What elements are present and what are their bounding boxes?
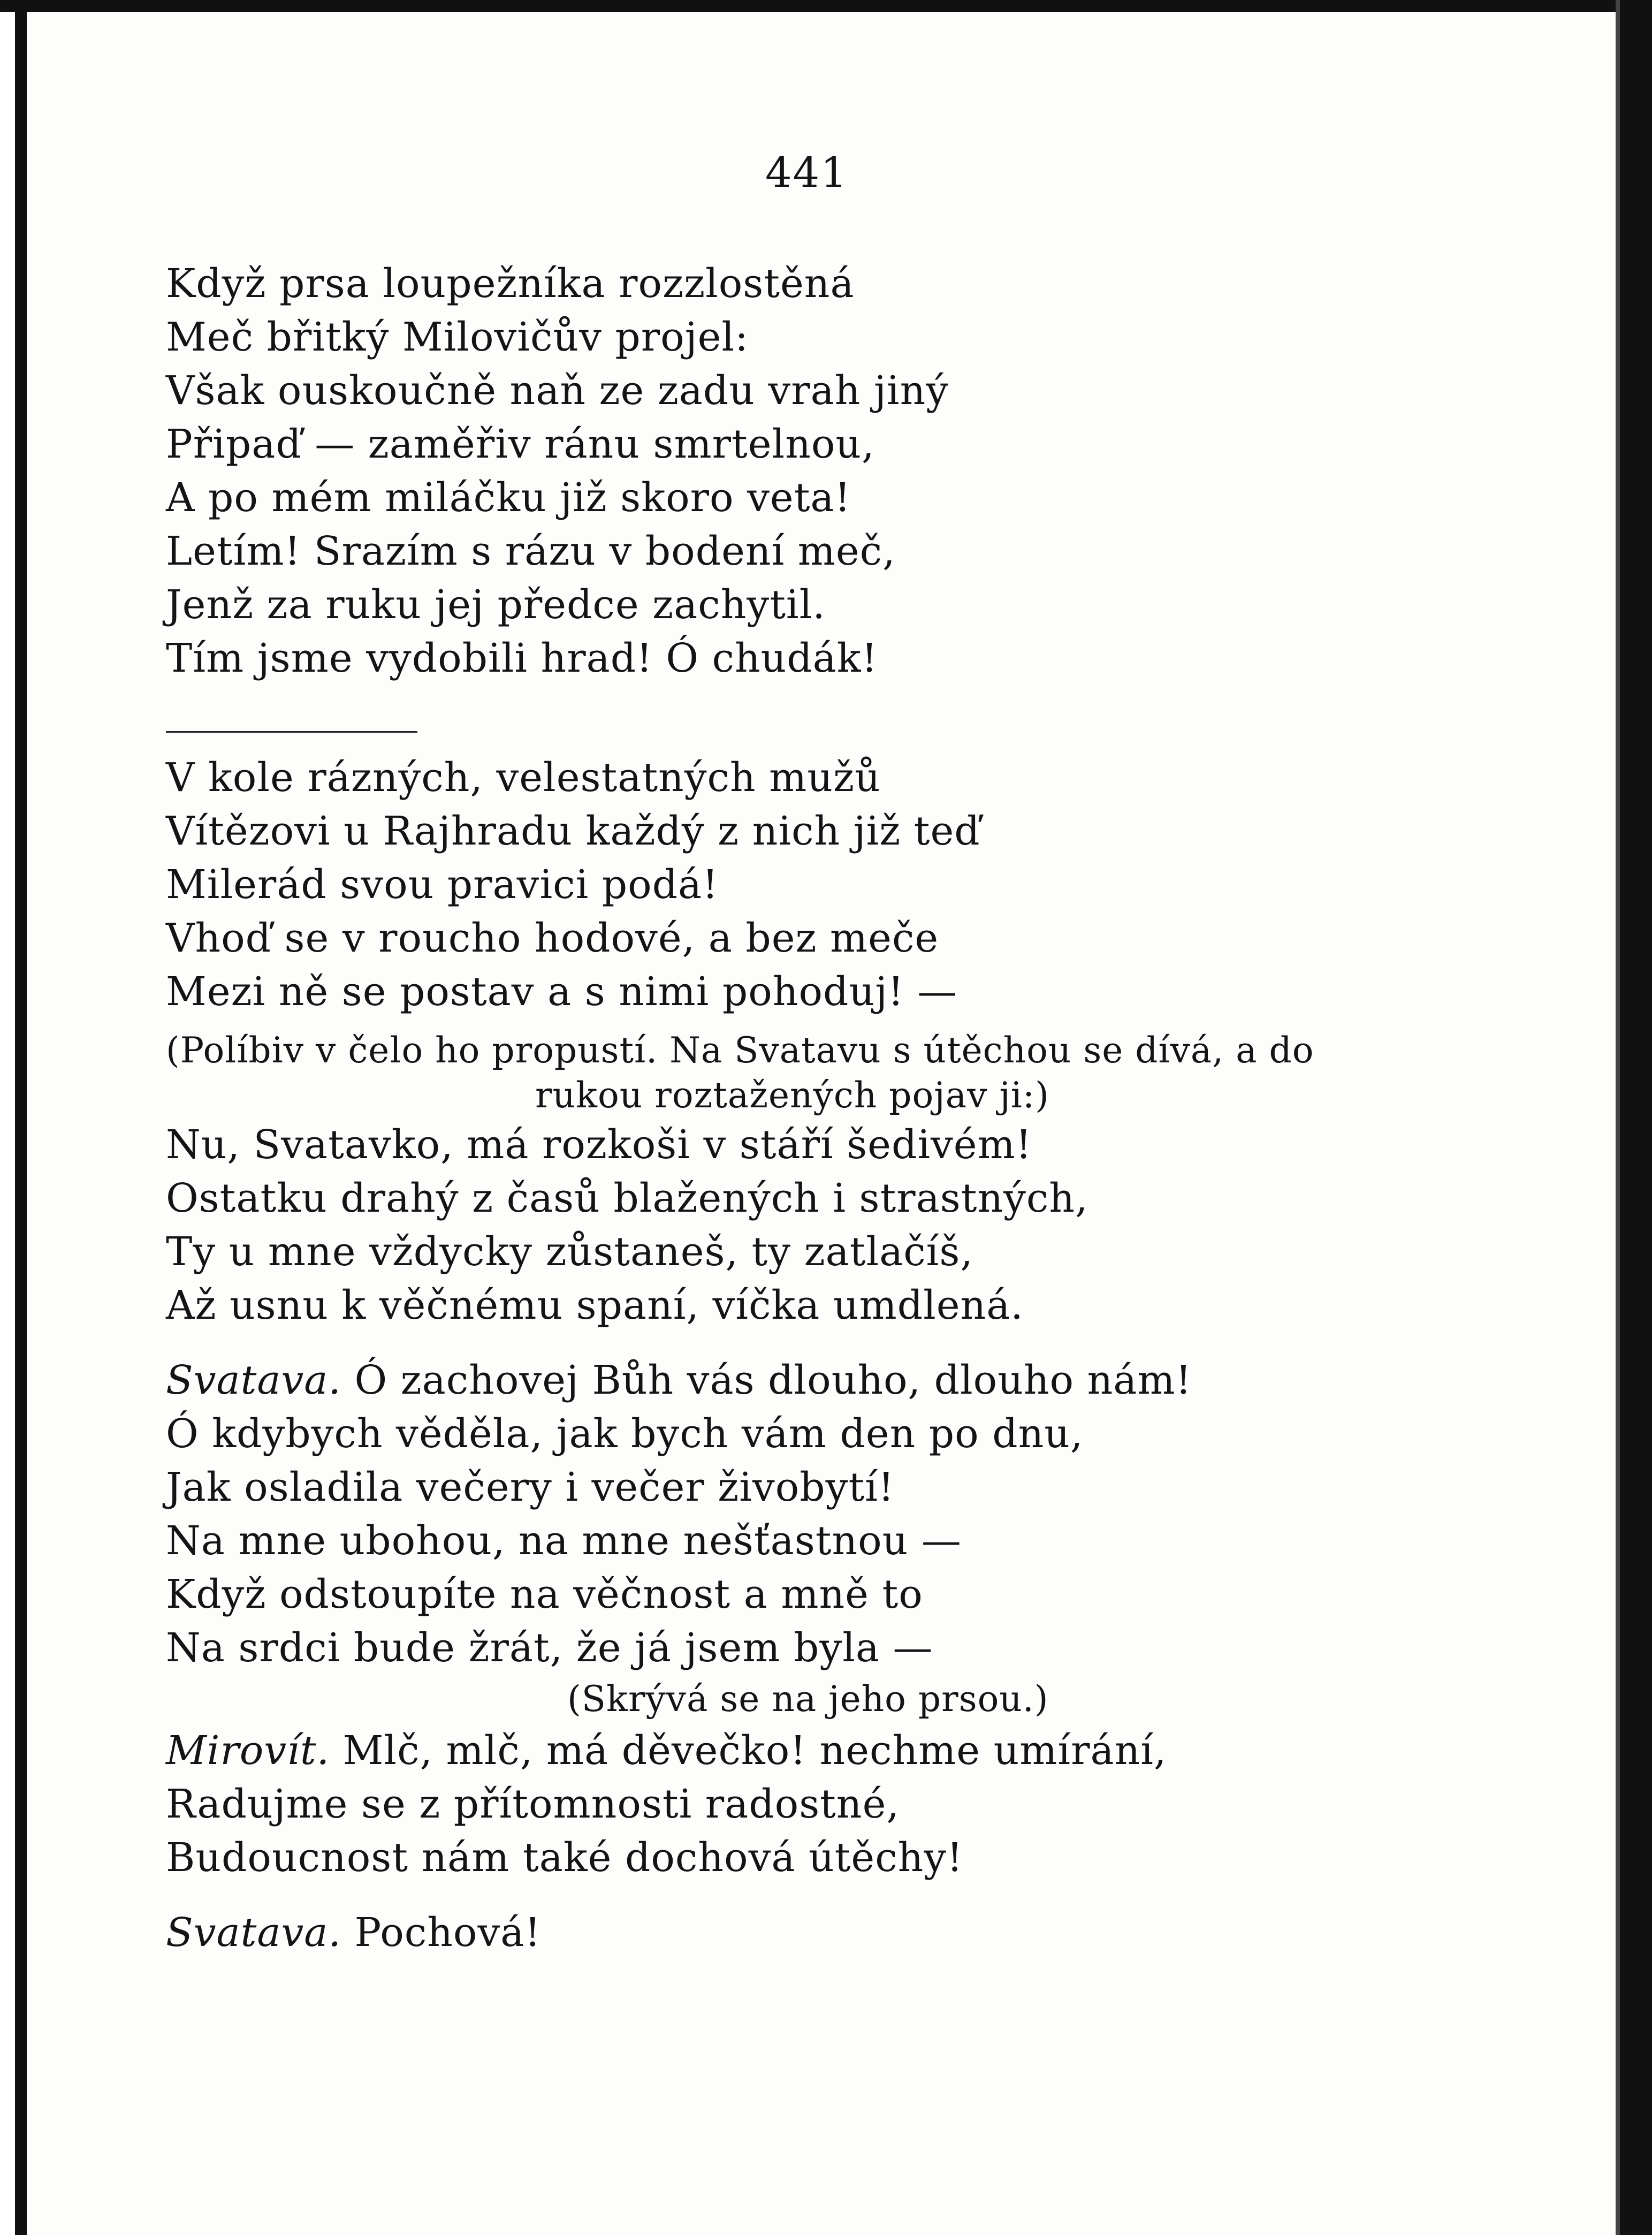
page-number: 441 [765,149,848,197]
verse-line: Mezi ně se postav a s nimi pohoduj! — [166,969,958,1015]
verse-line: Vhoď se v roucho hodové, a bez meče [166,915,939,961]
verse-line: A po mém miláčku již skoro veta! [166,475,851,521]
verse-line: Nu, Svatavko, má rozkoši v stáří šedivém! [166,1122,1032,1168]
stanza-3 [166,1118,1461,1332]
verse-line: Připaď — zaměřiv ránu smrtelnou, [166,421,875,467]
stage-direction: rukou roztažených pojav ji:) [535,1075,1049,1116]
spacer [166,1332,1461,1354]
stanza-1 [166,257,1461,685]
verse-line: Ostatku drahý z časů blažených i strastných, [166,1175,1088,1221]
verse-line: Když odstoupíte na věčnost a mně to [166,1571,923,1617]
verse-line: Však ouskoučně naň ze zadu vrah jiný [166,368,949,414]
verse-line: Jenž za ruku jej předce zachytil. [166,582,826,628]
svatava-final [166,1906,1461,1959]
stanza-2 [166,751,1461,1018]
verse-line: Ty u mne vždycky zůstaneš, ty zatlačíš, [166,1229,973,1275]
scan-frame-right-edge [1616,0,1620,2235]
mirovit-speech [166,1724,1461,1884]
verse-line: Budoucnost nám také dochová útěchy! [166,1835,963,1881]
verse-line: V kole rázných, velestatných mužů [166,755,881,801]
page-text [166,257,1461,1959]
spacer [166,1884,1461,1906]
verse-line: Na mne ubohou, na mne nešťastnou — [166,1518,962,1564]
verse-line: Na srdci bude žrát, že já jsem byla — [166,1625,933,1671]
scan-frame-left [15,12,27,2235]
verse-line: Milerád svou pravici podá! [166,862,719,908]
speech-first-line [166,1354,1461,1407]
verse-line: Tím jsme vydobili hrad! Ó chudák! [166,635,878,681]
stage-direction: (Skrývá se na jeho prsou.) [567,1678,1049,1720]
scan-frame-top [0,0,1652,12]
speech-text: Pochová! [341,1910,542,1956]
scan-frame-right [1620,0,1652,2235]
verse-line: Ó kdybych věděla, jak bych vám den po dnu, [166,1411,1084,1457]
verse-line: Jak osladila večery i večer živobytí! [166,1464,895,1510]
speaker-name: Svatava. [166,1357,341,1403]
verse-line: Radujme se z přítomnosti radostné, [166,1781,900,1827]
speech-text: Mlč, mlč, má děvečko! nechme umírání, [330,1728,1167,1774]
stage-direction: (Políbiv v čelo ho propustí. Na Svatavu s útěchou se dívá, a do [166,1030,1314,1071]
speech-first-line [166,1724,1461,1777]
verse-line: Když prsa loupežníka rozzlostěná [166,261,855,307]
speech-first-line [166,1906,1461,1959]
verse-line: Vítězovi u Rajhradu každý z nich již teď [166,808,980,854]
speaker-name: Svatava. [166,1910,341,1956]
svatava-speech [166,1354,1461,1675]
verse-line: Až usnu k věčnému spaní, víčka umdlená. [166,1282,1024,1328]
speaker-name: Mirovít. [166,1728,330,1774]
verse-line: Letím! Srazím s rázu v bodení meč, [166,528,896,574]
section-divider [166,731,417,733]
verse-line: Meč břitký Milovičův projel: [166,314,749,360]
speech-text: Ó zachovej Bůh vás dlouho, dlouho nám! [341,1357,1192,1403]
